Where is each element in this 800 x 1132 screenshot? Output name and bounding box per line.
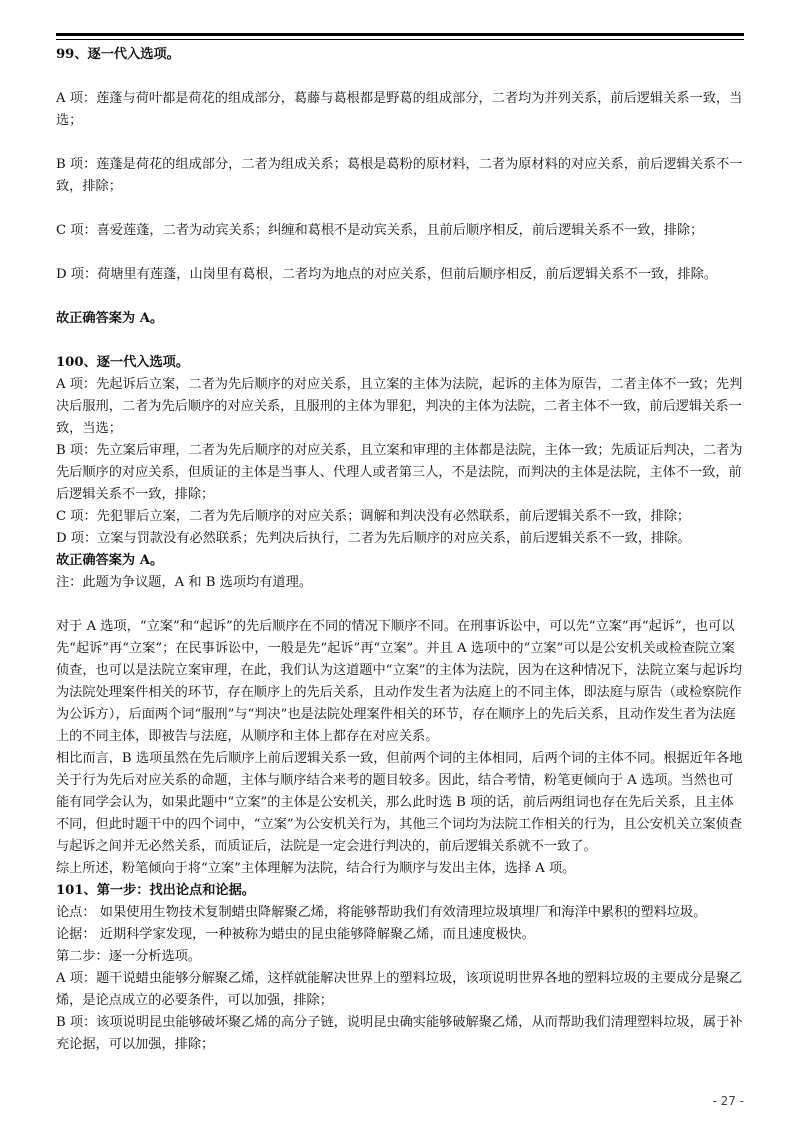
q101-option-a: A 项：题干说蜡虫能够分解聚乙烯，这样就能解决世界上的塑料垃圾，该项说明世界各地的塑料垃圾的主要成分是聚乙烯，是论点成立的必要条件，可以加强，排除； [56, 971, 743, 1008]
q100-option-c: C 项：先犯罪后立案，二者为先后顺序的对应关系；调解和判决没有必然联系，前后逻辑关系不一致，排除； [56, 509, 691, 524]
document-body [56, 44, 746, 1056]
q99-answer: 故正确答案为 A。 [56, 311, 164, 326]
q101-title: 101、第一步：找出论点和论据。 [56, 883, 255, 898]
q99-option-d: D 项：荷塘里有莲蓬，山岗里有葛根，二者均为地点的对应关系，但前后顺序相反，前后逻辑关系不一致，排除。 [56, 267, 717, 282]
q99-option-c: C 项：喜爱莲蓬，二者为动宾关系；纠缠和葛根不是动宾关系，且前后顺序相反，前后逻辑关系不一致，排除； [56, 223, 704, 238]
q100-analysis-para-3: 综上所述，粉笔倾向于将“立案”主体理解为法院，结合行为顺序与发出主体，选择 A 项。 [56, 861, 576, 876]
q101-step-2: 第二步：逐一分析选项。 [56, 949, 202, 964]
q100-option-b: B 项：先立案后审理，二者为先后顺序的对应关系，且立案和审理的主体都是法院，主体一致；先质证后判决，二者为先后顺序的对应关系，但质证的主体是当事人、代理人或者第三人，不是法院，而判决的主体是法院，主体不一致，前后逻辑关系不一致，排除； [56, 443, 743, 502]
q100-answer: 故正确答案为 A。 [56, 553, 164, 568]
q100-option-d: D 项：立案与罚款没有必然联系；先判决后执行，二者为先后顺序的对应关系，前后逻辑关系不一致，排除。 [56, 531, 691, 546]
q101-thesis: 论点： 如果使用生物技术复制蜡虫降解聚乙烯，将能够帮助我们有效清理垃圾填埋厂和海洋中累积的塑料垃圾。 [56, 905, 707, 920]
q100-note: 注：此题为争议题，A 和 B 选项均有道理。 [56, 575, 312, 590]
q101-evidence: 论据： 近期科学家发现，一种被称为蜡虫的昆虫能够降解聚乙烯，而且速度极快。 [56, 927, 535, 942]
header-rule-thin [56, 39, 744, 40]
q99-option-a: A 项：莲蓬与荷叶都是荷花的组成部分，葛藤与葛根都是野葛的组成部分，二者均为并列关系，前后逻辑关系一致，当选； [56, 91, 743, 128]
q99-title: 99、逐一代入选项。 [56, 47, 180, 62]
q100-option-a: A 项：先起诉后立案，二者为先后顺序的对应关系，且立案的主体为法院，起诉的主体为原告，二者主体不一致；先判决后服刑，二者为先后顺序的对应关系，且服刑的主体为罪犯，判决的主体为法院，二者主体不一致，前后逻辑关系一致，当选； [56, 377, 743, 436]
q100-analysis-para-1: 对于 A 选项，“立案”和“起诉”的先后顺序在不同的情况下顺序不同。在刑事诉讼中，可以先“立案”再“起诉”，也可以先“起诉”再“立案”；在民事诉讼中，一般是先“起诉”再“立案”。并且 A 选项中的“立案”可以是公安机关或检查院立案侦查，也可以是法院立案审理，在此，我们认为这道题中“立案”的主体为法院，因为在这种情况下，法院立案与起诉均为法院处理案件相关的环节，存在顺序上的先后关系，且动作发生者为法庭上的不同主体，即法庭与原告（或检察院作为公诉方），后面两个词“服刑”与“判决”也是法院处理案件相关的环节，存在顺序上的先后关系，且动作发生者为法庭上的不同主体，即被告与法庭，从顺序和主体上都存在对应关系。 [56, 619, 743, 744]
q99-option-b: B 项：莲蓬是荷花的组成部分，二者为组成关系；葛根是葛粉的原材料，二者为原材料的对应关系，前后逻辑关系不一致，排除； [56, 157, 743, 194]
q101-option-b: B 项：该项说明昆虫能够破坏聚乙烯的高分子链，说明昆虫确实能够破解聚乙烯，从而帮助我们清理塑料垃圾，属于补充论据，可以加强，排除； [56, 1015, 743, 1052]
q100-analysis-para-2: 相比而言，B 选项虽然在先后顺序上前后逻辑关系一致，但前两个词的主体相同，后两个词的主体不同。根据近年各地关于行为先后对应关系的命题，主体与顺序结合来考的题目较多。因此，结合考情，粉笔更倾向于 A 选项。当然也可能有同学会认为，如果此题中“立案”的主体是公安机关，那么此时选 B 项的话，前后两组词也存在先后关系，且主体不同，但此时题干中的四个词中，“立案”为公安机关行为，其他三个词均为法院工作相关的行为，且公安机关立案侦查与起诉之间并无必然关系，而质证后，法院是一定会进行判决的，前后逻辑关系就不一致了。 [56, 751, 743, 854]
page-number: - 27 - [712, 1094, 744, 1108]
header-rule-thick [56, 33, 744, 36]
q100-title: 100、逐一代入选项。 [56, 355, 190, 370]
